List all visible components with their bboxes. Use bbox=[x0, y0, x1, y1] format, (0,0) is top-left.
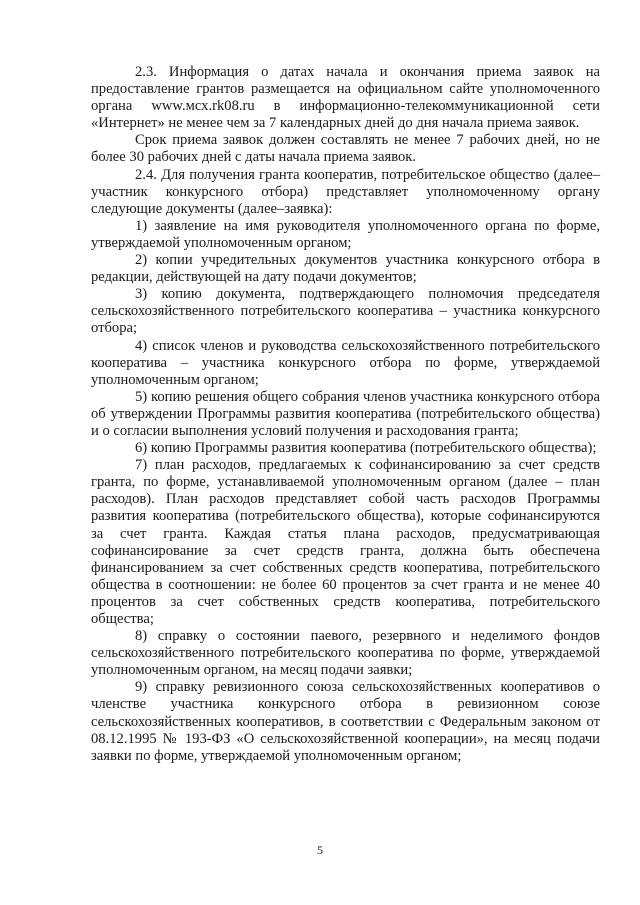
list-item-8: 8) справку о состоянии паевого, резервного и неделимого фондов сельскохозяйственного потребительского кооператива по форме, утверждаемой уполномоченным органом, на месяц подачи заявки; bbox=[91, 628, 600, 679]
paragraph-2-3: 2.3. Информация о датах начала и окончания приема заявок на предоставление грантов размещается на официальном сайте уполномоченного органа www.мсх.rk08.ru в информационно-телекоммуникационной сети «Интернет» не менее чем за 7 календарных дней до дня начала приема заявок. bbox=[91, 64, 600, 132]
list-item-1: 1) заявление на имя руководителя уполномоченного органа по форме, утверждаемой уполномоченным органом; bbox=[91, 217, 600, 251]
document-body bbox=[91, 64, 600, 765]
list-item-9: 9) справку ревизионного союза сельскохозяйственных кооперативов о членстве участника конкурсного отбора в ревизионном союзе сельскохозяйственных кооперативов, в соответствии с Федеральным законом от 08.12.1995 № 193-ФЗ «О сельскохозяйственной кооперации», на месяц подачи заявки по форме, утверждаемой уполномоченным органом; bbox=[91, 679, 600, 764]
list-item-3: 3) копию документа, подтверждающего полномочия председателя сельскохозяйственного потребительского кооператива – участника конкурсного отбора; bbox=[91, 286, 600, 337]
list-item-4: 4) список членов и руководства сельскохозяйственного потребительского кооператива – участника конкурсного отбора по форме, утверждаемой уполномоченным органом; bbox=[91, 337, 600, 388]
paragraph-deadline: Срок приема заявок должен составлять не менее 7 рабочих дней, но не более 30 рабочих дней с даты начала приема заявок. bbox=[91, 132, 600, 166]
page-number: 5 bbox=[317, 843, 323, 857]
paragraph-2-4: 2.4. Для получения гранта кооператив, потребительское общество (далее–участник конкурсного отбора) представляет уполномоченному органу следующие документы (далее–заявка): bbox=[91, 166, 600, 217]
list-item-6: 6) копию Программы развития кооператива (потребительского общества); bbox=[135, 440, 597, 457]
list-item-7: 7) план расходов, предлагаемых к софинансированию за счет средств гранта, по форме, устанавливаемой уполномоченным органом (далее – план расходов). План расходов представляет собой часть расходов Программы развития кооператива (потребительского общества), которые софинансируются за счет гранта. Каждая статья плана расходов, предусматривающая софинансирование за счет средств гранта, должна быть обеспечена финансированием за счет собственных средств кооператива, потребительского общества в соотношении: не более 60 процентов за счет гранта и не менее 40 процентов за счет собственных средств кооператива, потребительского общества; bbox=[91, 457, 600, 627]
list-item-5: 5) копию решения общего собрания членов участника конкурсного отбора об утверждении Программы развития кооператива (потребительского общества) и о согласии выполнения условий получения и расходования гранта; bbox=[91, 388, 600, 439]
list-item-2: 2) копии учредительных документов участника конкурсного отбора в редакции, действующей на дату подачи документов; bbox=[91, 252, 600, 286]
